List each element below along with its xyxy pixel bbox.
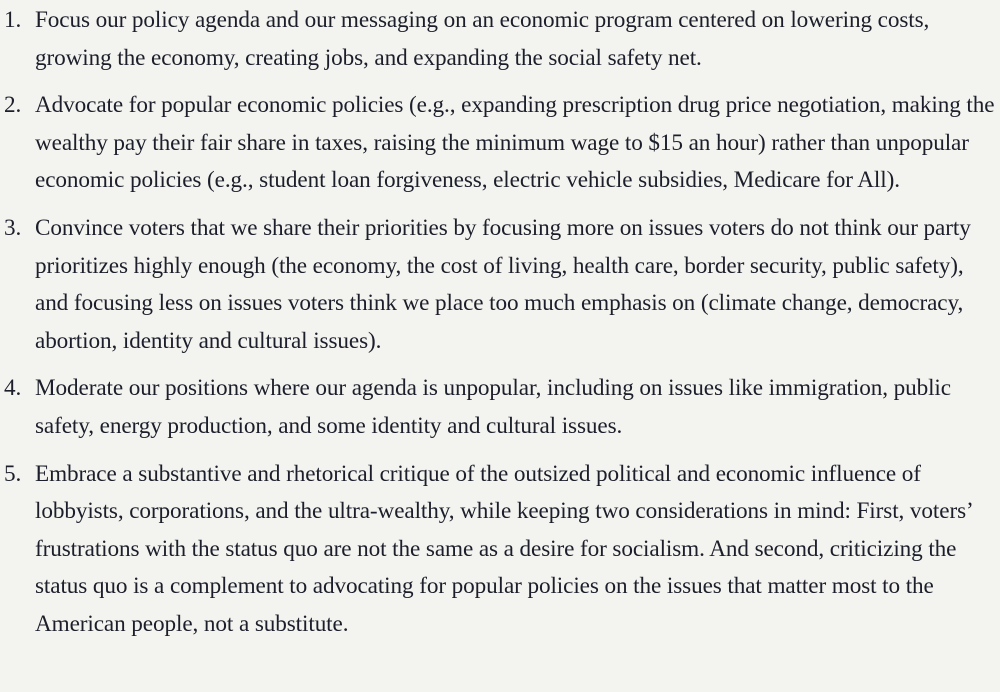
list-item-number: 4. bbox=[4, 375, 22, 402]
list-item-number: 1. bbox=[4, 7, 22, 33]
list-item-number: 2. bbox=[4, 92, 22, 119]
list-item-number: 5. bbox=[4, 460, 22, 487]
list-item-text: Convince voters that we share their priorities by focusing more on issues voters do not think our party prioritizes highly enough (the economy, the cost of living, health care, border security, public safety), and focusing less on issues voters think we place too much emphasis on (climate change, democracy, abortion, identity and cultural issues). bbox=[35, 214, 971, 354]
list-item-1 bbox=[0, 2, 1000, 77]
list-item-text: Moderate our positions where our agenda is unpopular, including on issues like immigration, public safety, energy production, and some identity and cultural issues. bbox=[35, 375, 951, 439]
list-item-2 bbox=[0, 87, 1000, 200]
list-item-5 bbox=[0, 456, 1000, 644]
list-item-4 bbox=[0, 370, 1000, 445]
list-item-text: Focus our policy agenda and our messaging on an economic program centered on lowering costs, growing the economy, creating jobs, and expanding the social safety net. bbox=[35, 7, 930, 71]
list-item-number: 3. bbox=[4, 214, 22, 241]
list-item-3 bbox=[0, 210, 1000, 360]
list-item-text: Advocate for popular economic policies (e.g., expanding prescription drug price negotiation, making the wealthy pay their fair share in taxes, raising the minimum wage to $15 an hour) rather than unpopular economic policies (e.g., student loan forgiveness, electric vehicle subsidies, Medicare for All). bbox=[35, 92, 995, 194]
list-item-text: Embrace a substantive and rhetorical critique of the outsized political and economic influence of lobbyists, corporations, and the ultra-wealthy, while keeping two considerations in mind: First, voters’ frustrations with the status quo are not the same as a desire for socialism. And second, criticizing the status quo is a complement to advocating for popular policies on the issues that matter most to the American people, not a substitute. bbox=[35, 460, 972, 637]
recommendations-list bbox=[0, 2, 1000, 644]
